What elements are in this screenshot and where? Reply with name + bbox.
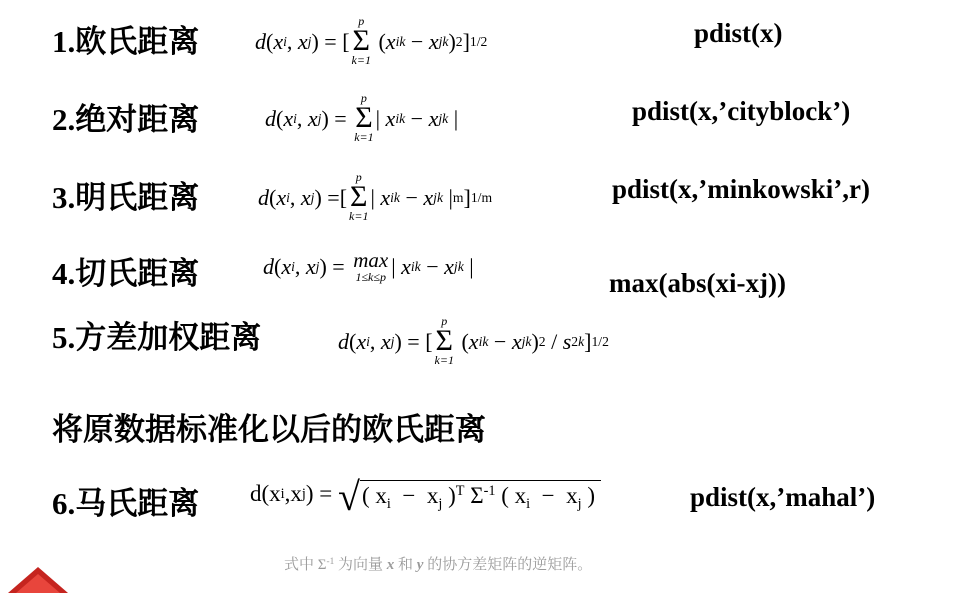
sym-x: x: [514, 483, 527, 508]
math-mahalanobis: [250, 474, 601, 519]
sym-x: x: [283, 105, 294, 131]
sym-x: x: [423, 184, 434, 210]
exp-half: 1/2: [469, 33, 488, 49]
sym-i: i: [291, 258, 295, 274]
code-label-2: pdist(x,’cityblock’): [632, 96, 851, 126]
sym-x: x: [428, 105, 439, 131]
sum-sigma: Σ: [350, 180, 368, 213]
sym-d: d: [265, 105, 276, 131]
formula-expression-2: [265, 93, 458, 144]
sym-j: j: [438, 495, 443, 512]
sym-bar: |: [453, 105, 459, 131]
code-row-4: [609, 268, 786, 299]
sym-rparen: ): [394, 328, 402, 354]
sym-minus: −: [541, 483, 555, 508]
sym-bar: |: [370, 184, 375, 210]
sym-minus: −: [426, 253, 439, 279]
sym-bar: |: [375, 105, 381, 131]
sym-minus: −: [410, 105, 424, 131]
sym-j: j: [317, 110, 322, 126]
sub-ik: ik: [395, 33, 406, 49]
formula-row-3: [52, 172, 199, 217]
sym-comma: ,: [296, 105, 303, 131]
formula-row-5: [52, 312, 261, 357]
sym-lparen: (: [461, 328, 469, 354]
sym-minus: −: [410, 28, 424, 54]
sub-jk: jk: [438, 33, 449, 49]
sym-lbrack: [: [339, 184, 348, 210]
sym-rbrack: ]: [463, 184, 471, 210]
max-operator: [353, 250, 388, 283]
row-label-5: 5.方差加权距离: [52, 320, 262, 355]
sym-comma: ,: [286, 28, 293, 54]
sym-lparen: (: [274, 253, 282, 279]
sym-rparen: ): [319, 253, 327, 279]
caption-var-y: y: [416, 557, 424, 573]
sym-j: j: [310, 189, 315, 205]
max-label: max: [353, 248, 389, 272]
sym-d: d: [250, 481, 262, 507]
sum-upper: p: [355, 170, 362, 184]
caption-sup: -1: [326, 556, 335, 567]
code-label-3: pdist(x,’minkowski’,r): [612, 174, 871, 204]
sym-i: i: [366, 333, 370, 349]
math-minkowski: [258, 172, 492, 223]
sym-comma: ,: [289, 184, 296, 210]
caption-prefix: 式中 Σ: [284, 557, 327, 573]
triangle-inner-icon: [16, 574, 60, 593]
sub-jk: jk: [453, 258, 464, 274]
sym-lparen: (: [361, 483, 370, 508]
sym-d: d: [255, 28, 266, 54]
sym-x: x: [444, 253, 454, 279]
sym-rparen: ): [311, 28, 319, 54]
sym-x: x: [380, 184, 391, 210]
formula-expression-3: [258, 172, 492, 223]
sub-jk: jk: [438, 110, 449, 126]
sub-jk: jk: [433, 189, 444, 205]
row-label-3: 3.明氏距离: [52, 180, 200, 215]
sym-equals: =: [324, 28, 337, 54]
sym-x: x: [375, 483, 387, 508]
sym-rparen: ): [587, 483, 595, 508]
sym-comma: ,: [369, 328, 376, 354]
sym-bar: |: [448, 184, 453, 210]
row-label-4: 4.切氏距离: [52, 256, 200, 291]
sum-sigma: Σ: [435, 324, 453, 357]
sym-x: x: [385, 28, 396, 54]
sym-x: x: [305, 253, 316, 279]
sym-equals: =: [319, 481, 333, 507]
sub-ik: ik: [410, 258, 421, 274]
sym-rbrack: ]: [584, 328, 592, 354]
sym-equals: =: [332, 253, 345, 279]
caption-tail: 的协方差矩阵的逆矩阵。: [423, 557, 593, 573]
sym-x: x: [428, 28, 439, 54]
formula-row-4: [52, 248, 199, 293]
math-variance-weighted: [338, 316, 609, 367]
sym-lparen: (: [349, 328, 357, 354]
sym-x: x: [290, 481, 302, 507]
caption-and: 和: [394, 557, 417, 573]
sym-bar: |: [469, 253, 474, 279]
standardized-note: 将原数据标准化以后的欧氏距离: [52, 412, 486, 447]
sym-equals: =: [407, 328, 420, 354]
sym-sigma-matrix: Σ: [470, 483, 484, 508]
sym-lparen: (: [269, 184, 277, 210]
code-row-2: [632, 96, 850, 127]
sym-equals: =: [327, 184, 340, 210]
sum-sigma: Σ: [355, 101, 373, 134]
sym-x: x: [426, 483, 439, 508]
sym-rparen: ): [448, 28, 456, 54]
square-root: [338, 474, 601, 519]
sym-x: x: [273, 28, 284, 54]
exp-neg1: -1: [483, 483, 496, 500]
sym-i: i: [286, 189, 290, 205]
sym-x: x: [566, 483, 578, 508]
caption-var-x: x: [386, 557, 395, 573]
sym-i: i: [293, 110, 297, 126]
sym-d: d: [263, 253, 274, 279]
summation-operator: [354, 92, 373, 143]
sym-x: x: [276, 184, 287, 210]
sym-i: i: [280, 485, 285, 502]
sym-x: x: [297, 28, 308, 54]
code-label-1: pdist(x): [694, 18, 783, 48]
sym-comma: ,: [294, 253, 301, 279]
sym-lparen: (: [266, 28, 274, 54]
code-row-3: [612, 174, 870, 205]
sum-upper: p: [360, 91, 367, 105]
sym-s: s: [562, 328, 572, 354]
sym-rparen: ): [531, 328, 539, 354]
math-euclidean: [255, 16, 487, 67]
math-cityblock: [265, 93, 458, 144]
sym-i: i: [283, 33, 287, 49]
sym-lbrack: [: [425, 328, 433, 354]
sym-j: j: [301, 485, 306, 502]
sym-rparen: ): [305, 481, 314, 507]
sym-x: x: [511, 328, 522, 354]
formula-row-6: [52, 478, 199, 523]
sub-ik: ik: [478, 333, 489, 349]
sym-x: x: [385, 105, 396, 131]
sym-d: d: [338, 328, 349, 354]
sym-lbrack: [: [342, 28, 350, 54]
sum-lower: k=1: [354, 130, 374, 144]
caption-mid: 为向量: [334, 557, 387, 573]
sym-lparen: (: [276, 105, 284, 131]
sym-minus: −: [402, 483, 416, 508]
exp-m: m: [452, 189, 464, 205]
exp-onem: 1/m: [470, 189, 493, 205]
sym-rparen: ): [314, 184, 322, 210]
footnote-caption: [284, 553, 592, 574]
exp-2: 2: [455, 33, 463, 49]
sym-minus: −: [405, 184, 418, 210]
sub-jk: jk: [521, 333, 532, 349]
radicand: [360, 480, 601, 513]
sub-ik: ik: [390, 189, 400, 205]
code-label-6: pdist(x,’mahal’): [690, 482, 876, 512]
sum-lower: k=1: [351, 53, 371, 67]
sym-equals: =: [334, 105, 347, 131]
row-label-2: 2.绝对距离: [52, 102, 200, 137]
math-chebyshev: [263, 250, 474, 283]
exp-transpose: T: [455, 483, 465, 500]
sym-rparen: ): [448, 483, 456, 508]
sym-lparen: (: [501, 483, 509, 508]
formula-row-2: [52, 94, 199, 139]
sum-upper: p: [441, 314, 448, 328]
sym-slash: /: [551, 328, 558, 354]
sym-rbrack: ]: [462, 28, 470, 54]
formula-expression-5: [338, 316, 609, 367]
sym-x: x: [380, 328, 391, 354]
sym-i: i: [386, 495, 391, 512]
radical-sign: √: [338, 474, 360, 519]
row-label-1: 1.欧氏距离: [52, 24, 200, 59]
sym-minus: −: [493, 328, 507, 354]
sum-upper: p: [358, 14, 365, 28]
sym-comma: ,: [284, 481, 291, 507]
sum-sigma: Σ: [352, 24, 370, 57]
sym-x: x: [269, 481, 281, 507]
exp-2: 2: [571, 333, 579, 349]
exp-half: 1/2: [591, 333, 609, 349]
sym-x: x: [281, 253, 292, 279]
sym-x: x: [300, 184, 311, 210]
formula-expression-4: [263, 250, 474, 283]
note-row: [52, 404, 486, 449]
sym-j: j: [307, 33, 312, 49]
sub-ik: ik: [395, 110, 406, 126]
sym-x: x: [401, 253, 411, 279]
sum-lower: k=1: [434, 353, 454, 367]
sym-rparen: ): [321, 105, 329, 131]
sum-lower: k=1: [349, 209, 369, 223]
sym-bar: |: [391, 253, 396, 279]
sym-x: x: [307, 105, 318, 131]
sym-j: j: [315, 258, 320, 274]
row-label-6: 6.马氏距离: [52, 486, 200, 521]
sym-k: k: [578, 333, 585, 349]
formula-row-1: [52, 16, 199, 61]
sym-d: d: [258, 184, 269, 210]
code-label-4: max(abs(xi-xj)): [609, 268, 786, 298]
sym-x: x: [468, 328, 479, 354]
code-row-6: [690, 482, 875, 513]
sym-j: j: [577, 495, 582, 512]
code-row-1: [694, 18, 783, 49]
summation-operator: [352, 15, 371, 66]
exp-2: 2: [538, 333, 546, 349]
sym-lparen: (: [261, 481, 270, 507]
summation-operator: [349, 171, 368, 222]
summation-operator: [435, 315, 454, 366]
formula-expression-1: [255, 16, 487, 67]
sym-x: x: [356, 328, 367, 354]
sym-lparen: (: [378, 28, 386, 54]
formula-expression-6: [250, 474, 601, 519]
sym-j: j: [390, 333, 395, 349]
max-range: 1≤k≤p: [355, 270, 386, 284]
sym-i: i: [526, 495, 531, 512]
